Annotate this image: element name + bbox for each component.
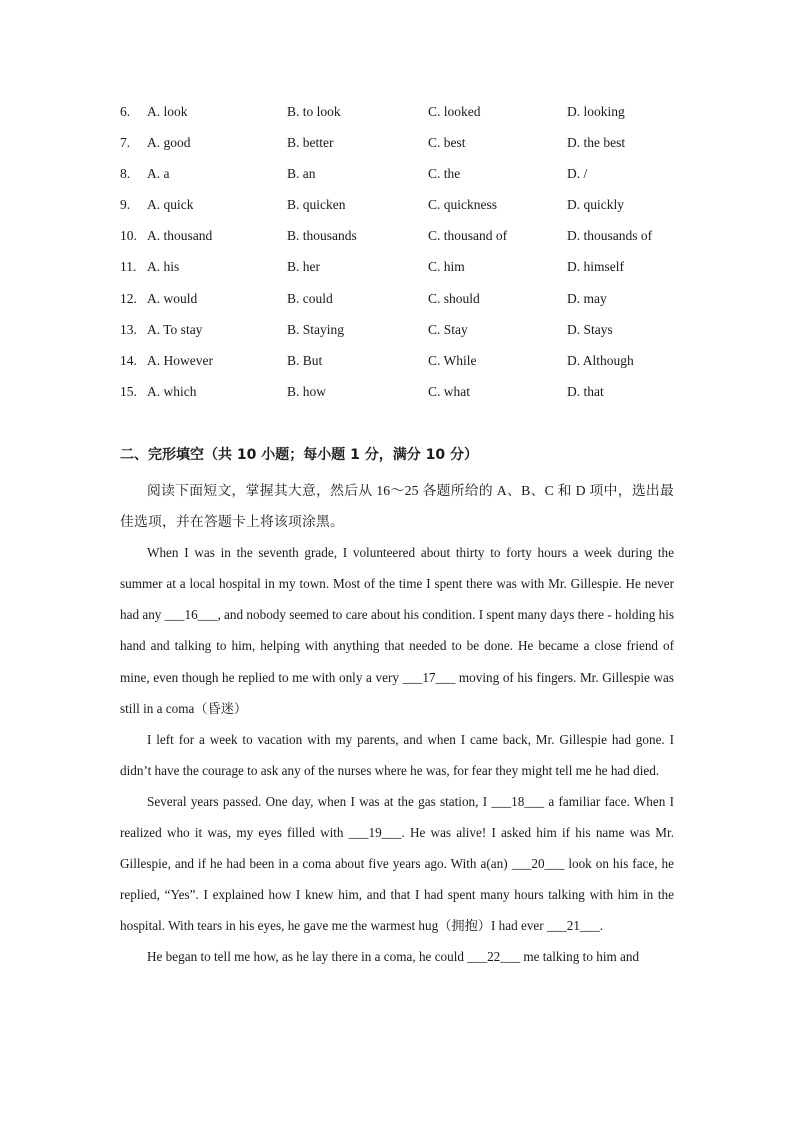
option-c: C. quickness (428, 197, 497, 213)
question-number: 9. (120, 197, 131, 213)
options-list (120, 101, 680, 412)
question-number: 12. (120, 290, 137, 306)
passage-paragraph: I left for a week to vacation with my parents, and when I came back, Mr. Gillespie had gone. I didn’t have the courage to ask any of the nurses where he was, for fear they might tell me he had died. (120, 731, 674, 778)
option-b: B. her (287, 259, 320, 275)
question-row (120, 256, 680, 287)
option-a: A. would (147, 290, 198, 306)
option-d: D. may (567, 290, 607, 306)
option-c: C. best (428, 135, 466, 151)
option-c: C. what (428, 383, 470, 399)
question-row (120, 132, 680, 163)
passage-paragraph: When I was in the seventh grade, I volunteered about thirty to forty hours a week during the summer at a local hospital in my town. Most of the time I spent there was with Mr. Gillespie. He never had any ___16___, and nobody seemed to care about his condition. I spent many days there - holding his hand and talking to him, helping with anything that needed to be done. He became a close friend of mine, even though he replied to me with only a very ___17___ moving of his fingers. Mr. Gillespie was still in a coma（昏迷） (120, 545, 674, 716)
option-d: D. Stays (567, 321, 613, 337)
option-a: A. thousand (147, 228, 213, 244)
option-b: B. thousands (287, 228, 357, 244)
question-row (120, 163, 680, 194)
question-number: 15. (120, 383, 137, 399)
option-d: D. / (567, 166, 588, 182)
question-row (120, 350, 680, 381)
question-number: 6. (120, 104, 131, 119)
passage-paragraph: He began to tell me how, as he lay there in a coma, he could ___22___ me talking to him and (147, 949, 640, 965)
option-a: A. good (147, 135, 191, 151)
option-d: D. himself (567, 259, 624, 275)
question-row (120, 319, 680, 350)
option-c: C. the (428, 166, 461, 182)
option-b: B. could (287, 290, 333, 306)
option-a: A. To stay (147, 321, 203, 337)
option-b: B. Staying (287, 321, 345, 337)
option-a: A. his (147, 259, 180, 275)
option-c: C. Stay (428, 321, 468, 337)
question-row (120, 101, 680, 132)
option-d: D. the best (567, 135, 626, 151)
passage (120, 475, 674, 973)
question-row (120, 194, 680, 225)
option-a: A. look (147, 104, 188, 119)
section-instructions: 阅读下面短文，掌握其大意，然后从 16～25 各题所给的 A、B、C 和 D 项中，选出最佳选项，并在答题卡上将该项涂黑。 (120, 483, 674, 530)
section-title: 二、完形填空（共 10 小题；每小题 1 分，满分 10 分） (120, 447, 478, 463)
question-row (120, 225, 680, 256)
option-d: D. that (567, 383, 604, 399)
option-b: B. But (287, 352, 323, 368)
option-c: C. should (428, 290, 480, 306)
option-d: D. quickly (567, 197, 624, 213)
option-a: A. a (147, 166, 170, 182)
question-number: 13. (120, 321, 137, 337)
option-c: C. thousand of (428, 228, 508, 244)
option-d: D. looking (567, 104, 625, 119)
passage-paragraph: Several years passed. One day, when I was at the gas station, I ___18___ a familiar face. When I realized who it was, my eyes filled with ___19___. He was alive! I asked him if his name was Mr. Gillespie, and if he had been in a coma about five years ago. With a(an) ___20___ look on his face, he replied, “Yes”. I explained how I knew him, and that I had spent many hours talking with him in the hospital. With tears in his eyes, he gave me the warmest hug（拥抱）I had ever ___21___. (120, 793, 674, 934)
option-a: A. quick (147, 197, 194, 213)
option-d: D. thousands of (567, 228, 653, 244)
question-row (120, 288, 680, 319)
question-number: 10. (120, 228, 137, 244)
question-number: 7. (120, 135, 131, 151)
question-row (120, 381, 680, 412)
option-b: B. how (287, 383, 327, 399)
option-a: A. However (147, 352, 213, 368)
option-b: B. an (287, 166, 316, 182)
question-number: 11. (120, 259, 137, 275)
option-c: C. looked (428, 104, 481, 119)
question-number: 8. (120, 166, 131, 182)
option-a: A. which (147, 383, 197, 399)
option-c: C. While (428, 352, 477, 368)
option-b: B. better (287, 135, 334, 151)
option-b: B. quicken (287, 197, 346, 213)
option-c: C. him (428, 259, 465, 275)
option-d: D. Although (567, 352, 634, 368)
option-b: B. to look (287, 104, 341, 119)
question-number: 14. (120, 352, 137, 368)
